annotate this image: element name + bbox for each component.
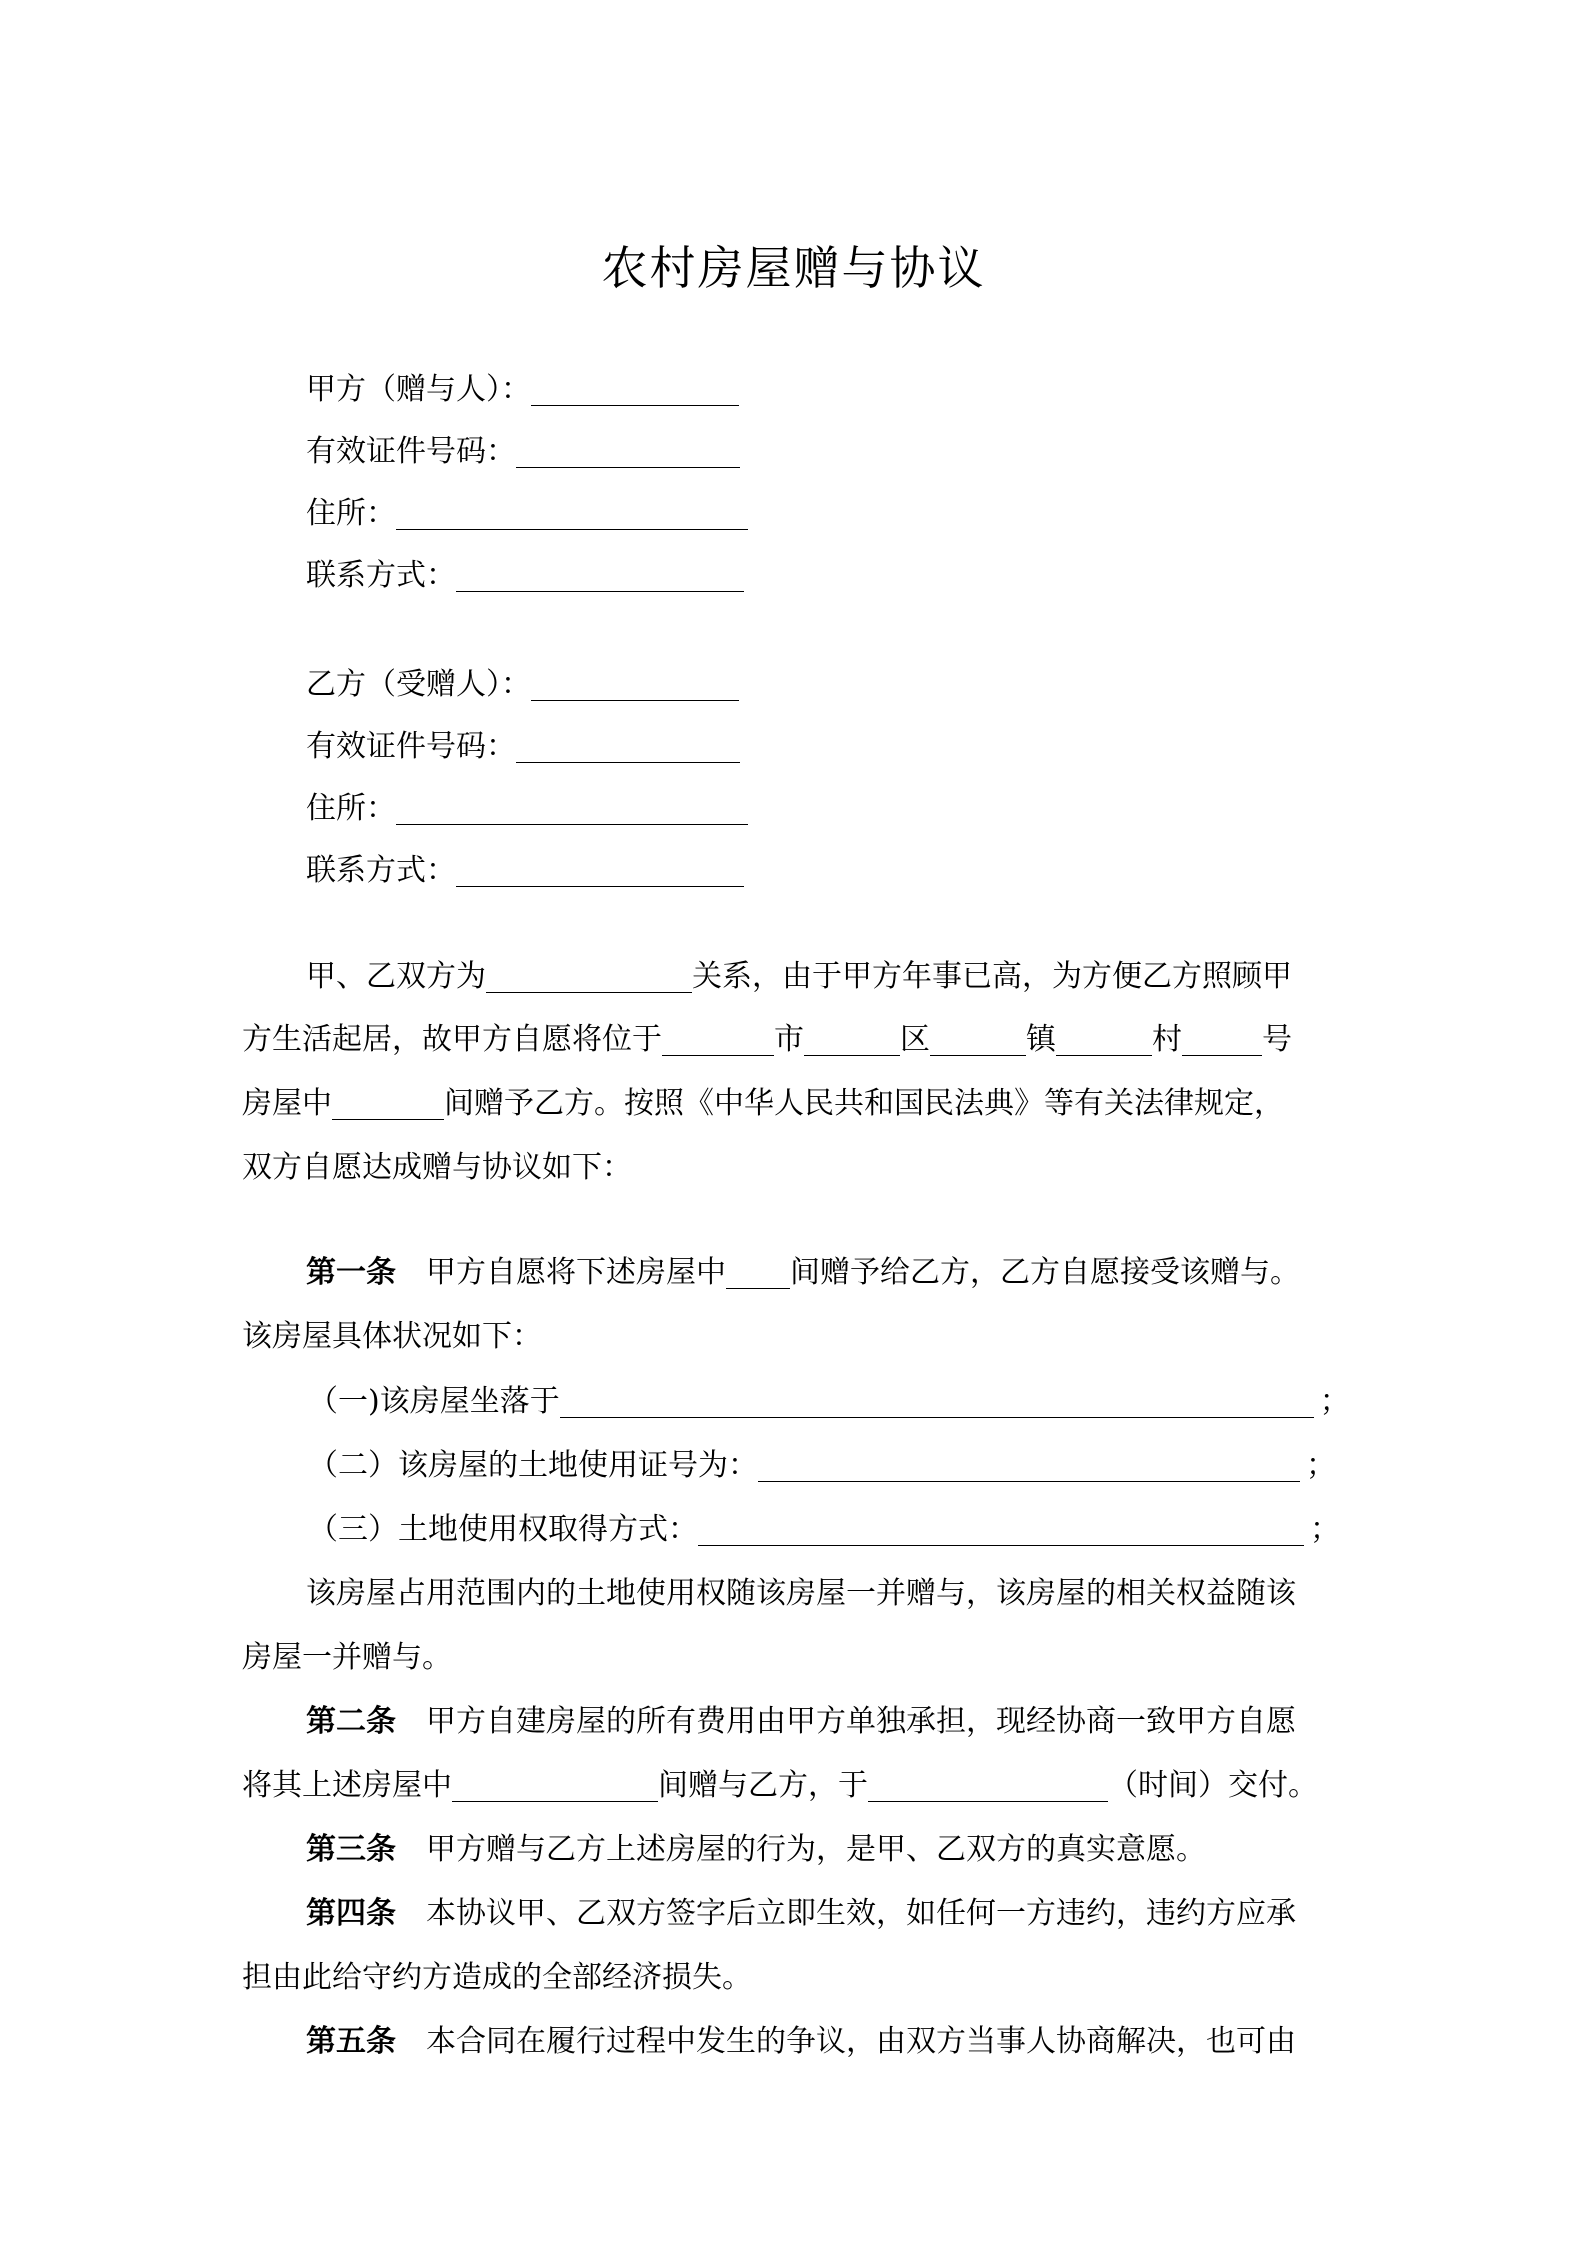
article-text: 甲方自建房屋的所有费用由甲方单独承担，现经协商一致甲方自愿 [426, 1704, 1296, 1739]
article-1-heading: 第一条 [306, 1255, 396, 1290]
article-text: 本合同在履行过程中发生的争议，由双方当事人协商解决，也可由 [426, 2024, 1296, 2059]
party-a-address-blank[interactable] [396, 499, 748, 530]
article-2-heading: 第二条 [306, 1704, 396, 1739]
village-label: 村 [1152, 1022, 1182, 1057]
party-a-id-field [306, 430, 740, 470]
city-blank[interactable] [662, 1025, 774, 1056]
party-b-name-field [306, 663, 739, 703]
party-b-address-blank[interactable] [396, 794, 748, 825]
rooms-blank[interactable] [332, 1089, 444, 1120]
article-2-line-1 [242, 1700, 1416, 1740]
party-a-name-label: 甲方（赠与人）： [306, 372, 531, 407]
article-4-line-1 [242, 1892, 1416, 1932]
intro-text: 房屋中 [242, 1086, 332, 1121]
article-text: 该房屋具体状况如下： [242, 1319, 542, 1354]
intro-text: 方生活起居，故甲方自愿将位于 [242, 1022, 662, 1057]
town-label: 镇 [1026, 1022, 1056, 1057]
semicolon: ； [1306, 1448, 1336, 1483]
article-5-heading: 第五条 [306, 2024, 396, 2059]
intro-line-4 [242, 1146, 1352, 1186]
party-b-contact-blank[interactable] [456, 856, 744, 887]
semicolon: ； [1310, 1512, 1340, 1547]
semicolon: ； [1319, 1384, 1350, 1419]
intro-line-2 [242, 1018, 1352, 1058]
article-1-line-3 [242, 1572, 1416, 1612]
land-acquisition-blank[interactable] [698, 1515, 1304, 1546]
party-a-contact-label: 联系方式： [306, 558, 456, 593]
article-4-line-2 [242, 1956, 1352, 1996]
district-label: 区 [900, 1022, 930, 1057]
article-text: 间赠与乙方，于 [658, 1768, 868, 1803]
delivery-time-blank[interactable] [868, 1771, 1108, 1802]
article-5-line-1 [242, 2020, 1416, 2060]
article-text: 该房屋占用范围内的土地使用权随该房屋一并赠与，该房屋的相关权益随该 [306, 1576, 1296, 1611]
house-number-label: 号 [1262, 1022, 1292, 1057]
article-2-rooms-blank[interactable] [452, 1771, 658, 1802]
article-3-line-1 [242, 1828, 1416, 1868]
party-b-id-blank[interactable] [516, 732, 740, 763]
party-a-contact-field [306, 554, 744, 594]
article-1-line-1 [242, 1251, 1416, 1291]
article-1-rooms-blank[interactable] [726, 1258, 790, 1289]
party-b-id-field [306, 725, 740, 765]
article-3-heading: 第三条 [306, 1832, 396, 1867]
item-label: （二）该房屋的土地使用证号为： [308, 1448, 758, 1483]
intro-text: 关系，由于甲方年事已高，为方便乙方照顾甲 [692, 959, 1292, 994]
party-b-address-field [306, 787, 748, 827]
intro-text: 间赠予乙方。按照《中华人民共和国民法典》等有关法律规定， [444, 1086, 1284, 1121]
article-text: （时间）交付。 [1108, 1768, 1318, 1803]
party-a-address-field [306, 492, 748, 532]
article-4-heading: 第四条 [306, 1896, 396, 1931]
article-text: 甲方赠与乙方上述房屋的行为，是甲、乙双方的真实意愿。 [426, 1832, 1206, 1867]
article-1-item-1 [308, 1380, 1352, 1420]
party-a-id-label: 有效证件号码： [306, 434, 516, 469]
article-text: 本协议甲、乙双方签字后立即生效，如任何一方违约，违约方应承 [426, 1896, 1296, 1931]
item-label: （三）土地使用权取得方式： [308, 1512, 698, 1547]
intro-line-1 [242, 955, 1416, 995]
party-a-address-label: 住所： [306, 496, 396, 531]
land-certificate-blank[interactable] [758, 1451, 1300, 1482]
relationship-blank[interactable] [486, 962, 692, 993]
article-text: 间赠予给乙方，乙方自愿接受该赠与。 [790, 1255, 1300, 1290]
party-a-id-blank[interactable] [516, 437, 740, 468]
party-a-contact-blank[interactable] [456, 561, 744, 592]
article-1-item-2 [308, 1444, 1352, 1484]
party-b-address-label: 住所： [306, 791, 396, 826]
village-blank[interactable] [1056, 1025, 1152, 1056]
item-label: （一)该房屋坐落于 [308, 1384, 560, 1419]
article-text: 将其上述房屋中 [242, 1768, 452, 1803]
house-number-blank[interactable] [1182, 1025, 1262, 1056]
city-label: 市 [774, 1022, 804, 1057]
article-1-line-2 [242, 1315, 1352, 1355]
article-1-item-3 [308, 1508, 1352, 1548]
article-text: 甲方自愿将下述房屋中 [426, 1255, 726, 1290]
article-text: 担由此给守约方造成的全部经济损失。 [242, 1960, 752, 1995]
party-a-name-blank[interactable] [531, 375, 739, 406]
party-b-contact-field [306, 849, 744, 889]
article-2-line-2 [242, 1764, 1352, 1804]
party-a-name-field [306, 368, 739, 408]
house-location-blank[interactable] [560, 1387, 1314, 1418]
article-text: 房屋一并赠与。 [242, 1640, 452, 1675]
party-b-id-label: 有效证件号码： [306, 729, 516, 764]
district-blank[interactable] [804, 1025, 900, 1056]
article-1-line-4 [242, 1636, 1352, 1676]
town-blank[interactable] [930, 1025, 1026, 1056]
intro-text: 甲、乙双方为 [306, 959, 486, 994]
party-b-name-blank[interactable] [531, 670, 739, 701]
intro-line-3 [242, 1082, 1352, 1122]
party-b-contact-label: 联系方式： [306, 853, 456, 888]
document-title: 农村房屋赠与协议 [601, 241, 986, 295]
intro-text: 双方自愿达成赠与协议如下： [242, 1150, 632, 1185]
party-b-name-label: 乙方（受赠人）： [306, 667, 531, 702]
